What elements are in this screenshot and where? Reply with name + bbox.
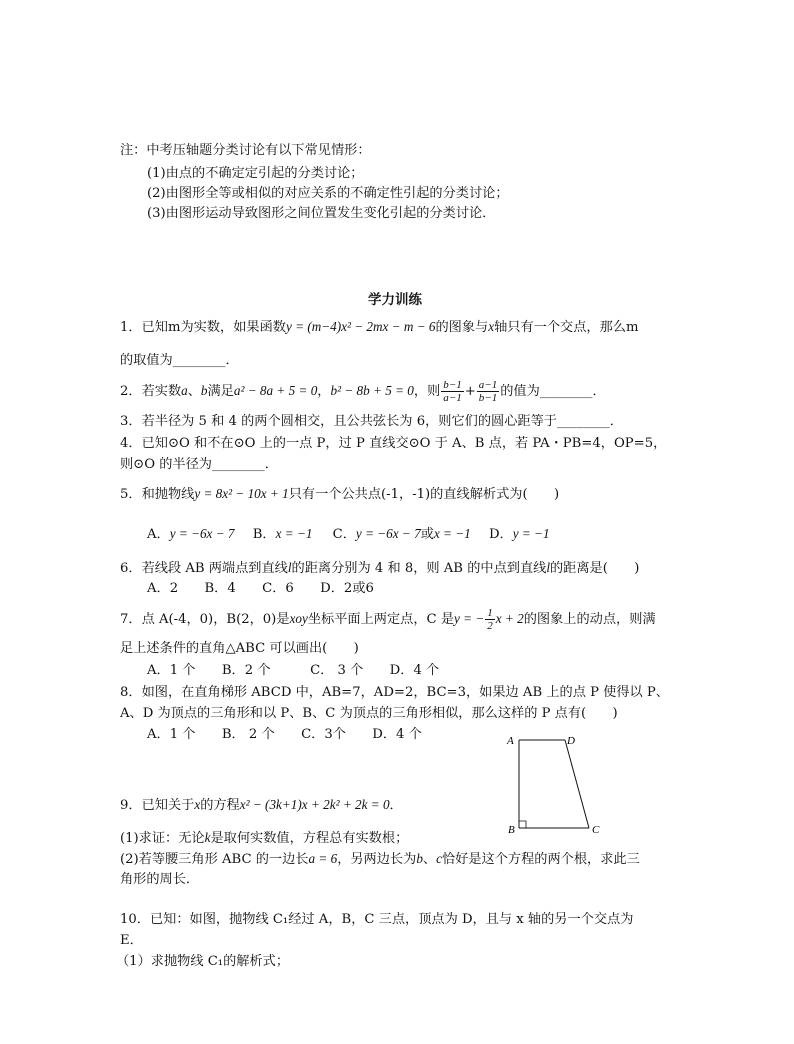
question-5: [120, 485, 559, 504]
q7-var-xoy: xoy: [289, 611, 308, 626]
q9-text-c: ．: [389, 798, 403, 813]
question-3: 3．若半径为 5 和 4 的两个圆相交，且公共弦长为 6，则它们的圆心距等于________．: [120, 414, 623, 429]
q9-p2-text-a: (2)若等腰三角形 ABC 的一边长: [120, 852, 309, 867]
q2-var-b: b: [200, 383, 208, 398]
q2-sep: 、: [187, 384, 201, 399]
question-9-part-2-line-2: 角形的周长．: [120, 872, 200, 887]
q9-sep: 、: [422, 852, 437, 867]
q5-option-c-or: 或: [420, 527, 434, 542]
q9-p1-text-a: (1)求证：无论: [120, 831, 205, 846]
q9-var-c: c: [436, 851, 442, 866]
question-9-part-1: [120, 829, 408, 848]
question-10-part-1: （1）求抛物线 C₁的解析式；: [116, 954, 290, 969]
q7-text-c: 的图象上的动点，则满: [523, 612, 656, 627]
q5-option-a-label: A．: [147, 527, 170, 542]
q9-equation: x² − (3k+1)x + 2k² + 2k = 0: [239, 797, 390, 812]
q6-var-l-1: l: [287, 560, 292, 575]
question-9-part-2: [120, 850, 640, 869]
label-c: C: [592, 824, 600, 836]
question-6: [120, 559, 639, 578]
q9-p2-text-b: ，另两边长为: [337, 852, 417, 867]
q2-f2-numerator: a−1: [478, 379, 498, 391]
q6-text-c: 的距离是( ): [550, 561, 640, 576]
q5-option-c-1: y = −6x − 7: [355, 526, 421, 541]
q2-text-c: ，则: [413, 384, 441, 399]
label-a: A: [507, 735, 514, 747]
q1-text-b: 的图象与: [435, 320, 489, 335]
q2-f1-denominator: a−1: [443, 392, 462, 404]
q5-option-c-label: C．: [332, 527, 356, 542]
q5-option-d: y = −1: [512, 526, 550, 541]
q9-text-b: 的方程: [200, 798, 240, 813]
question-4: 4．已知⊙O 和不在⊙O 上的一点 P，过 P 直线交⊙O 于 A、B 点，若 PA・PB=4，OP=5，: [120, 436, 667, 451]
q5-option-b: x = −1: [275, 526, 313, 541]
question-10: 10．已知：如图，抛物线 C₁经过 A，B，C 三点，顶点为 D，且与 x 轴的另一个交点为: [120, 912, 634, 927]
q9-p2-text-c: 恰好是这个方程的两个根，求此三: [441, 852, 640, 867]
q6-text-a: 6．若线段 AB 两端点到直线: [120, 561, 288, 576]
q1-text-c: 轴只有一个交点，那么m: [494, 320, 639, 335]
q5-text-a: 5．和抛物线: [120, 487, 195, 502]
note-item-2: (2)由图形全等或相似的对应关系的不确定性引起的分类讨论；: [147, 186, 509, 201]
right-angle-mark: [519, 821, 526, 828]
note-item-1: (1)由点的不确定定引起的分类讨论；: [147, 166, 364, 181]
q2-fraction-1: [441, 379, 463, 404]
q1-equation: y = (m−4)x² − 2mx − m − 6: [285, 319, 436, 334]
label-b: B: [508, 824, 515, 836]
q5-text-b: 只有一个公共点(-1，-1)的直线解析式为( ): [288, 487, 560, 502]
q5-option-b-label: B．: [252, 527, 276, 542]
q2-text-b: 满足: [207, 384, 234, 399]
q7-f-denominator: 2: [487, 620, 493, 632]
q7-eq-pre: y = −: [454, 611, 485, 626]
q9-text-a: 9．已知关于: [120, 798, 195, 813]
side-dc: [565, 740, 589, 828]
q7-fraction: [485, 607, 495, 632]
note-item-3: (3)由图形运动导致图形之间位置发生变化引起的分类讨论．: [147, 206, 496, 221]
question-7-line-2: 足上述条件的直角△ABC 可以画出( ): [120, 641, 359, 656]
q2-f2-denominator: b−1: [478, 392, 498, 404]
q6-var-l-2: l: [546, 560, 550, 575]
q5-option-a: y = −6x − 7: [169, 526, 235, 541]
question-10-line-2: E．: [120, 933, 143, 948]
q9-var-x: x: [194, 797, 201, 812]
question-7: [120, 607, 656, 632]
q5-option-c-2: x = −1: [433, 526, 471, 541]
q9-var-k: k: [204, 830, 211, 845]
question-4-line-2: 则⊙O 的半径为________．: [120, 457, 278, 472]
q1-var-x: x: [488, 319, 495, 334]
question-2: [120, 379, 606, 404]
question-8-line-2: A、D 为顶点的三角形和以 P、B、C 为顶点的三角形相似，那么这样的 P 点有( ): [120, 706, 618, 721]
q9-a-equals-6: a = 6: [308, 851, 338, 866]
q9-var-b: b: [416, 851, 423, 866]
question-8: 8．如图，在直角梯形 ABCD 中，AB=7，AD=2，BC=3，如果边 AB 上的点 P 使得以 P、: [120, 685, 669, 700]
label-d: D: [567, 735, 575, 747]
q2-equation-2: b² − 8b + 5 = 0: [330, 383, 414, 398]
q2-text-d: 的值为________．: [500, 384, 606, 399]
q2-fraction-2: [477, 379, 499, 404]
question-1-line-2: 的取值为________．: [120, 353, 239, 368]
question-1: [120, 318, 639, 337]
q5-option-d-label: D．: [488, 527, 513, 542]
q2-equation-1: a² − 8a + 5 = 0: [233, 383, 318, 398]
trapezoid-figure: [505, 732, 605, 840]
q5-equation: y = 8x² − 10x + 1: [194, 486, 289, 501]
q2-text-a: 2．若实数: [120, 384, 182, 399]
q6-text-b: 的距离分别为 4 和 8，则 AB 的中点到直线: [291, 561, 547, 576]
question-9: [120, 796, 403, 815]
q7-text-b: 坐标平面上两定点，C 是: [307, 612, 454, 627]
q7-eq-post: x + 2: [495, 611, 524, 626]
question-7-options: A．1 个 B．2 个 C． 3 个 D．4 个: [147, 663, 440, 678]
question-8-options: A．1 个 B． 2 个 C．3个 D．4 个: [147, 727, 422, 742]
question-6-options: A．2 B．4 C．6 D．2或6: [147, 581, 374, 596]
q2-comma: ，: [317, 384, 331, 399]
section-title: 学力训练: [368, 292, 422, 308]
question-5-options: [147, 525, 550, 544]
q7-f-numerator: 1: [487, 607, 493, 619]
note-title: 注：中考压轴题分类讨论有以下常见情形：: [120, 143, 371, 158]
q2-plus: +: [464, 384, 476, 399]
q7-text-a: 7．点 A(-4，0)，B(2，0)是: [120, 612, 290, 627]
q1-text-a: 1．已知m为实数，如果函数: [120, 320, 286, 335]
q9-p1-text-b: 是取何实数值，方程总有实数根；: [210, 831, 409, 846]
q2-f1-numerator: b−1: [443, 379, 462, 391]
q2-var-a: a: [181, 383, 188, 398]
